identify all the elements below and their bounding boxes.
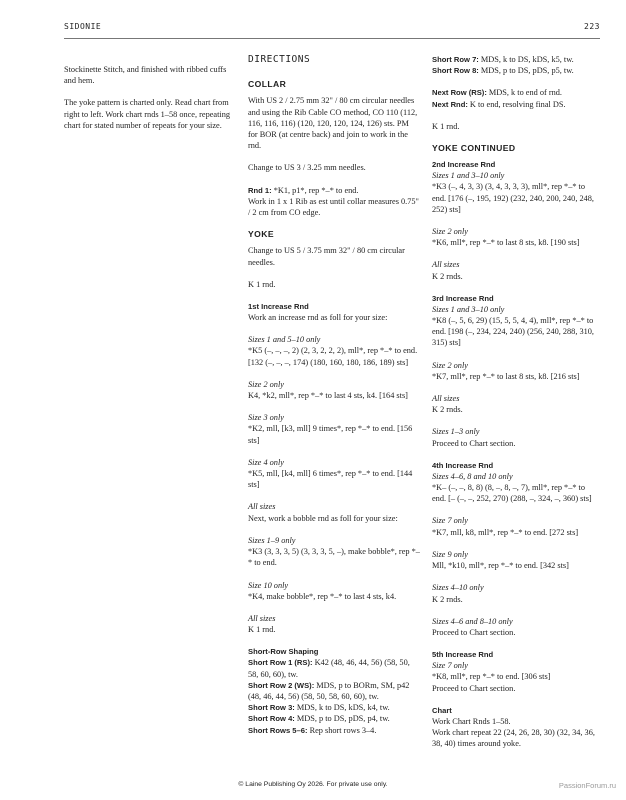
page-number: 223 [584, 22, 600, 31]
size-label: Size 7 only [432, 516, 468, 526]
column-2 [248, 54, 420, 736]
size-instruction: *K8, mll*, rep *–* to end. [306 sts] [432, 672, 551, 682]
size-instruction: *K5, mll, [k4, mll] 6 times*, rep *–* to end. [144 sts] [248, 469, 413, 490]
size-instruction: K 1 rnd. [248, 625, 276, 635]
size-label: Size 3 only [248, 413, 284, 423]
row-text: MDS, p to DS, pDS, p5, tw. [478, 66, 574, 76]
size-instruction: *K7, mll*, rep *–* to last 8 sts, k8. [216 sts] [432, 371, 580, 381]
short-row-4 [248, 713, 420, 724]
row-text: K42 (48, 46, 44, 56) (58, 50, 58, 60, 60), tw. [248, 658, 410, 679]
inc5-size-7 [432, 660, 600, 694]
inc1-size-2 [248, 379, 420, 401]
size-instruction: Proceed to Chart section. [432, 627, 516, 637]
size-label: All sizes [248, 613, 276, 623]
row-text: MDS, k to DS, kDS, k5, tw. [478, 55, 574, 64]
rnd1-text: *K1, p1*, rep *–* to end. [271, 185, 359, 195]
inc3-size-2 [432, 360, 600, 382]
size-label: All sizes [432, 394, 460, 404]
yoke-knit-rnd: K 1 rnd. [248, 279, 276, 289]
row-label: Short Row 8: [432, 66, 479, 76]
bobble-intro [248, 501, 420, 523]
size-instruction: *K3 (3, 3, 3, 5) (3, 3, 3, 5, –), make bobble*, rep *–* to end. [248, 547, 420, 568]
size-instruction: *K4, make bobble*, rep *–* to last 4 sts, k4. [248, 591, 397, 601]
size-instruction: Mll, *k10, mll*, rep *–* to end. [342 sts] [432, 561, 569, 571]
size-label: Size 2 only [248, 379, 284, 389]
rnd1-label: Rnd 1: [248, 185, 272, 195]
collar-heading: COLLAR [248, 79, 287, 90]
size-label: Size 10 only [248, 580, 289, 590]
row-label: Next Row (RS): [432, 88, 487, 98]
row-label: Next Rnd: [432, 99, 468, 109]
column-1 [64, 64, 232, 142]
next-rnd [432, 99, 600, 110]
inc3-heading: 3rd Increase Rnd [432, 293, 494, 303]
collar-needle-change: Change to US 3 / 3.25 mm needles. [248, 163, 366, 173]
chart-repeats: Work chart repeat 22 (24, 26, 28, 30) (32, 34, 36, 38, 40) times around yoke. [432, 727, 595, 749]
size-label: Sizes 1 and 3–10 only [432, 171, 505, 181]
size-label: Size 9 only [432, 549, 468, 559]
size-instruction: *K7, mll, k8, mll*, rep *–* to end. [272 sts] [432, 527, 579, 537]
bobble-sizes-1-9 [248, 535, 420, 569]
short-row-1 [248, 657, 420, 679]
row-label: Short Row 1 (RS): [248, 658, 313, 668]
inc4-heading: 4th Increase Rnd [432, 460, 494, 470]
size-instruction: Proceed to Chart section. [432, 438, 516, 448]
yoke-needle-change: Change to US 5 / 3.75 mm 32" / 80 cm circular needles. [248, 246, 405, 267]
chart-note-paragraph: The yoke pattern is charted only. Read chart from right to left. Work chart rnds 1–58 once, repeating chart for stated number of repeats for your size. [64, 98, 230, 130]
row-label: Short Row 4: [248, 714, 295, 724]
inc4-sizes-4-6-8-10 [432, 471, 600, 505]
size-instruction: Next, work a bobble rnd as foll for your size: [248, 513, 398, 523]
page-header [64, 16, 600, 39]
short-row-8 [432, 65, 600, 76]
bobble-size-10 [248, 580, 420, 602]
inc2-all-sizes [432, 259, 600, 281]
size-label: Sizes 1–9 only [248, 535, 296, 545]
row-label: Short Row 3: [248, 703, 295, 713]
chart-heading: Chart [432, 705, 452, 715]
row-label: Short Row 2 (WS): [248, 680, 315, 690]
next-row-rs [432, 87, 600, 98]
inc1-sizes-1-5-10 [248, 334, 420, 368]
inc4-sizes-4-10 [432, 582, 600, 604]
size-label: Sizes 4–6 and 8–10 only [432, 616, 513, 626]
intro-paragraph: Stockinette Stitch, and finished with ribbed cuffs and hem. [64, 65, 227, 86]
size-label: Size 2 only [432, 227, 468, 237]
collar-rib [248, 185, 420, 219]
inc5-heading: 5th Increase Rnd [432, 650, 494, 660]
inc3-sizes-1-3-10 [432, 304, 600, 349]
size-label: Sizes 1–3 only [432, 427, 480, 437]
short-row-3 [248, 702, 420, 713]
size-label: Sizes 4–10 only [432, 583, 484, 593]
inc3-all-sizes [432, 393, 600, 415]
size-label: Sizes 4–6, 8 and 10 only [432, 471, 513, 481]
size-label: Sizes 1 and 3–10 only [432, 304, 505, 314]
size-instruction: K 2 rnds. [432, 594, 463, 604]
bobble-all-sizes [248, 613, 420, 635]
collar-cast-on: With US 2 / 2.75 mm 32" / 80 cm circular needles and using the Rib Cable CO method, CO 110 (112, 116, 116, 116) (120, 120, 120, 124, 126) sts. PM for BOR (at centre back) and join to work in the rnd. [248, 96, 418, 151]
row-text: MDS, k to DS, kDS, k4, tw. [294, 703, 390, 713]
size-label: All sizes [248, 502, 276, 512]
row-label: Short Rows 5–6: [248, 725, 308, 735]
size-label: All sizes [432, 260, 460, 270]
inc2-heading: 2nd Increase Rnd [432, 160, 496, 170]
row-text: MDS, p to DS, pDS, p4, tw. [294, 714, 390, 724]
inc1-size-4 [248, 457, 420, 491]
size-instruction: *K2, mll, [k3, mll] 9 times*, rep *–* to end. [156 sts] [248, 424, 413, 445]
size-label: Size 2 only [432, 360, 468, 370]
inc4-size-7 [432, 515, 600, 537]
short-rows-5-6 [248, 725, 420, 736]
copyright-footer: © Laine Publishing Oy 2026. For private use only. [238, 781, 388, 788]
size-instruction: *K8 (–, 5, 6, 29) (15, 5, 5, 4, 4), mll*, rep *–* to end. [198 (–, 234, 224, 240) (256, 240, 288, 310, 315) sts] [432, 316, 595, 348]
directions-heading: DIRECTIONS [248, 54, 311, 65]
size-instruction: K 2 rnds. [432, 271, 463, 281]
column-3 [432, 54, 600, 760]
row-label: Short Row 7: [432, 55, 479, 64]
size-label: Sizes 1 and 5–10 only [248, 335, 321, 345]
running-title: SIDONIE [64, 22, 102, 31]
yoke-heading: YOKE [248, 229, 274, 240]
row-text: Rep short rows 3–4. [307, 725, 377, 735]
short-row-2 [248, 680, 420, 702]
size-instruction: K 2 rnds. [432, 405, 463, 415]
inc1-heading: 1st Increase Rnd [248, 302, 309, 312]
watermark: PassionForum.ru [558, 781, 616, 790]
size-instruction: *K– (–, –, 8, 8) (8, –, 8, –, 7), mll*, rep *–* to end. [– (–, –, 252, 270) (288, –, 324, –, 360) sts] [432, 483, 592, 504]
inc2-size-2 [432, 226, 600, 248]
size-label: Size 4 only [248, 457, 284, 467]
inc3-sizes-1-3 [432, 426, 600, 448]
collar-rib-length: Work in 1 x 1 Rib as est until collar measures 0.75" / 2 cm from CO edge. [248, 196, 419, 218]
size-instruction: *K6, mll*, rep *–* to last 8 sts, k8. [190 sts] [432, 238, 580, 248]
size-instruction: *K5 (–, –, –, 2) (2, 3, 2, 2, 2), mll*, rep *–* to end. [132 (–, –, –, 174) (180, 160, 180, 186, 189) sts] [248, 346, 418, 367]
short-row-heading: Short-Row Shaping [248, 647, 319, 657]
size-label: Size 7 only [432, 661, 468, 671]
size-instruction: *K3 (–, 4, 3, 3) (3, 4, 3, 3, 3), mll*, rep *–* to end. [176 (–, 195, 192) (232, 240, 200, 240, 248, 252) sts] [432, 182, 595, 214]
size-instruction: K4, *k2, mll*, rep *–* to last 4 sts, k4. [164 sts] [248, 391, 408, 401]
inc1-size-3 [248, 412, 420, 446]
inc2-sizes-1-3-10 [432, 170, 600, 215]
row-text: MDS, k to end of rnd. [486, 88, 562, 98]
row-text: MDS, p to BORm, SM, p42 (48, 46, 44, 56) (58, 50, 58, 60, 60), tw. [248, 680, 410, 701]
proceed-instruction: Proceed to Chart section. [432, 683, 516, 693]
chart-rounds: Work Chart Rnds 1–58. [432, 716, 511, 726]
yoke-continued-heading: YOKE CONTINUED [432, 143, 516, 154]
inc1-intro: Work an increase rnd as foll for your size: [248, 313, 388, 323]
knit-one-rnd: K 1 rnd. [432, 121, 460, 131]
short-row-7 [432, 54, 600, 65]
inc4-sizes-4-6-8-10-proceed [432, 616, 600, 638]
inc4-size-9 [432, 549, 600, 571]
row-text: K to end, resolving final DS. [467, 99, 566, 109]
